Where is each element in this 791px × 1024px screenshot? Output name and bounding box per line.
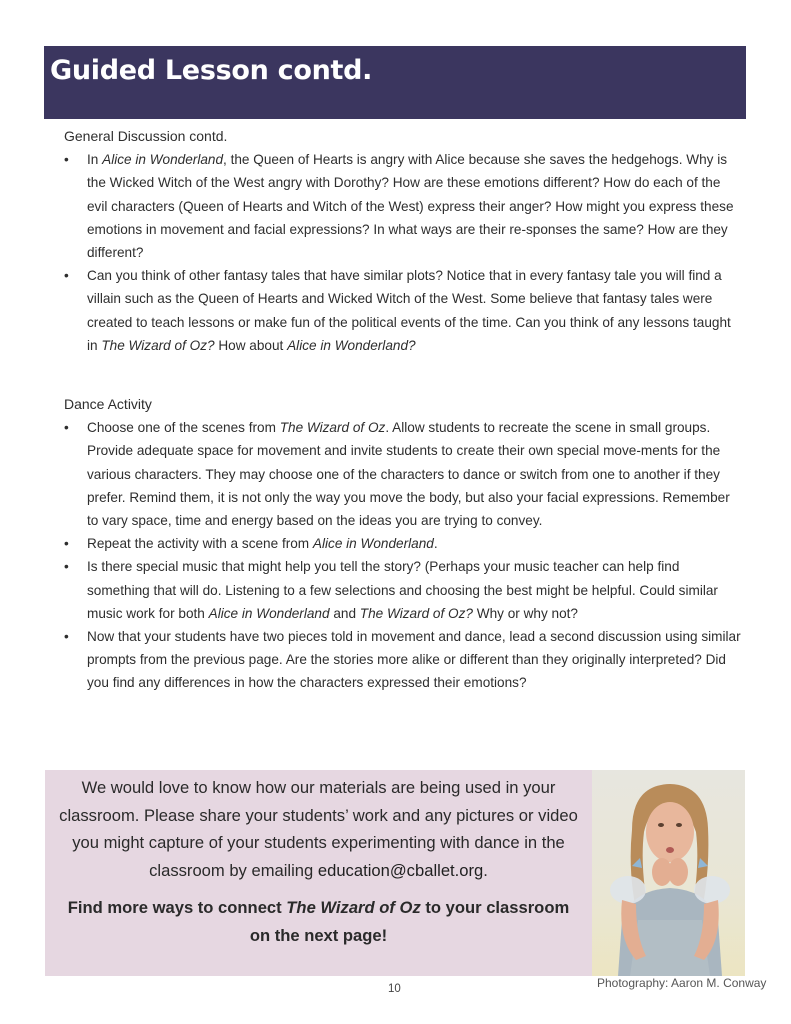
- cta-text-after: to your classroom on the next page!: [249, 898, 570, 945]
- italic-title-text: Alice in Wonderland?: [287, 337, 416, 353]
- dance-activity-item: [64, 416, 744, 532]
- italic-title-text: The Wizard of Oz?: [101, 337, 215, 353]
- share-work-text: [45, 774, 592, 884]
- bullet-icon: •: [64, 152, 69, 168]
- italic-title-text: Alice in Wonderland: [102, 152, 224, 168]
- body-text: Why or why not?: [472, 605, 578, 621]
- bullet-icon: •: [64, 559, 69, 575]
- body-text: In: [87, 152, 103, 168]
- dancer-illustration: [592, 770, 745, 976]
- body-text: Can you think of other fantasy tales that have similar plots? Notice that in every fantasy tale you will find a villain such as the Queen of Hearts and Wicked Witch of the West. Some believe that fantasy tales were created to teach lessons or make fun of the political events of the time. Can you think of any lessons taught in: [87, 268, 731, 353]
- dancer-photo: [592, 770, 745, 976]
- lesson-content: [64, 125, 744, 695]
- bullet-icon: •: [64, 536, 69, 552]
- share-work-message: We would love to know how our materials are being used in your classroom. Please share your students’ work and any pictures or video you might capture of your students experimenting with dance in the classroom by emailing: [59, 778, 578, 880]
- photo-credit: Photography: Aaron M. Conway: [597, 976, 767, 990]
- body-text: .: [433, 536, 438, 552]
- body-text: Now that your students have two pieces told in movement and dance, lead a second discussion using similar prompts from the previous page. Are the stories more alike or different than they originally interpreted? Did you find any differences in how the characters expressed their emotions?: [87, 629, 741, 691]
- general-discussion-item: [64, 264, 744, 357]
- body-text: How about: [214, 337, 288, 353]
- general-discussion-item: [64, 148, 744, 264]
- punctuation: .: [483, 860, 488, 880]
- bullet-icon: •: [64, 629, 69, 645]
- italic-title-text: The Wizard of Oz?: [359, 605, 473, 621]
- dance-activity-item: [64, 555, 744, 625]
- next-page-cta: [65, 894, 572, 949]
- dance-activity-list: [64, 416, 744, 694]
- page-title: Guided Lesson contd.: [50, 55, 373, 86]
- body-text: and: [329, 605, 360, 621]
- bullet-icon: •: [64, 268, 69, 284]
- bullet-icon: •: [64, 420, 69, 436]
- dance-activity-item: [64, 625, 744, 695]
- page-number: 10: [388, 983, 401, 995]
- general-discussion-list: [64, 148, 744, 357]
- body-text: . Allow students to recreate the scene in small groups. Provide adequate space for movement and invite students to create their own special move-ments for the various characters. They may choose one of the characters to dance or switch from one to another if they prefer. Remind them, it is not only the way you move the body, but also your facial expressions. Remember to vary space, time and energy based on the ideas you are trying to convey.: [87, 420, 730, 529]
- body-text: Choose one of the scenes from: [87, 420, 280, 436]
- cta-title: The Wizard of Oz: [286, 898, 421, 917]
- italic-title-text: Alice in Wonderland: [312, 536, 434, 552]
- dance-activity-heading: Dance Activity: [64, 396, 152, 413]
- body-text: Is there special music that might help you tell the story? (Perhaps your music teacher can help find something that will do. Listening to a few selections and choosing the best might be helpful. Could similar music work for both: [87, 559, 718, 621]
- page-header-banner: [44, 46, 746, 119]
- cta-text-before: Find more ways to connect: [67, 898, 287, 917]
- italic-title-text: The Wizard of Oz: [279, 420, 386, 436]
- body-text: Repeat the activity with a scene from: [87, 536, 313, 552]
- italic-title-text: Alice in Wonderland: [208, 605, 330, 621]
- general-discussion-heading: General Discussion contd.: [64, 128, 228, 144]
- share-work-callout: [45, 770, 592, 976]
- dance-activity-item: [64, 532, 744, 555]
- body-text: , the Queen of Hearts is angry with Alice because she saves the hedgehogs. Why is the Wicked Witch of the West angry with Dorothy? How are these emotions different? How do each of the evil characters (Queen of Hearts and Witch of the West) express their anger? How might you express these emotions in movement and facial expressions? In what ways are their re-sponses the same? How are they different?: [87, 152, 734, 261]
- email-link[interactable]: education@cballet.org: [317, 860, 484, 880]
